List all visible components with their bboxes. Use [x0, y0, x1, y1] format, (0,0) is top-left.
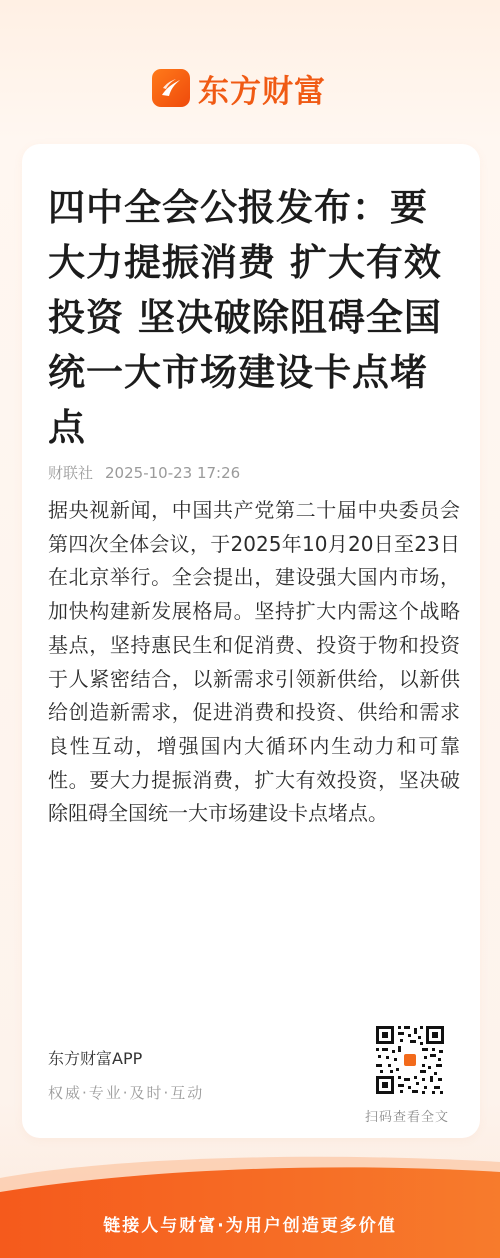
article-body: 据央视新闻，中国共产党第二十届中央委员会第四次全体会议，于2025年10月20日至23日在北京举行。全会提出，建设强大国内市场，加快构建新发展格局。坚持扩大内需这个战略基点，坚持惠民生和促消费、投资于物和投资于人紧密结合，以新需求引领新供给，以新供给创造新需求，促进消费和投资、供给和需求良性互动，增强国内大循环内生动力和可靠性。要大力提振消费，扩大有效投资，坚决破除阻碍全国统一大市场建设卡点堵点。: [48, 498, 460, 826]
app-name: 东方财富APP: [48, 1049, 143, 1068]
article-card: [22, 144, 480, 1138]
header: [0, 0, 500, 140]
article-title: 四中全会公报发布：要大力提振消费 扩大有效投资 坚决破除阻碍全国统一大市场建设卡点堵点: [48, 185, 442, 449]
footer-wave: [0, 1150, 500, 1258]
app-slogan: 权威·专业·及时·互动: [48, 1084, 205, 1102]
footer-banner: [0, 1150, 500, 1258]
qr-caption: 扫码查看全文: [365, 1110, 450, 1125]
article-meta: [48, 462, 240, 483]
brand-name: 东方财富: [198, 73, 326, 110]
article-source: 财联社: [48, 464, 94, 482]
dongfang-caifu-logo-icon: [152, 69, 190, 107]
footer-tagline: 链接人与财富·为用户创造更多价值: [103, 1216, 397, 1236]
qr-code-icon[interactable]: [374, 1024, 446, 1096]
article-date: 2025-10-23 17:26: [105, 464, 241, 482]
brand-logo: [152, 68, 326, 108]
qr-brand-icon: [402, 1052, 418, 1068]
